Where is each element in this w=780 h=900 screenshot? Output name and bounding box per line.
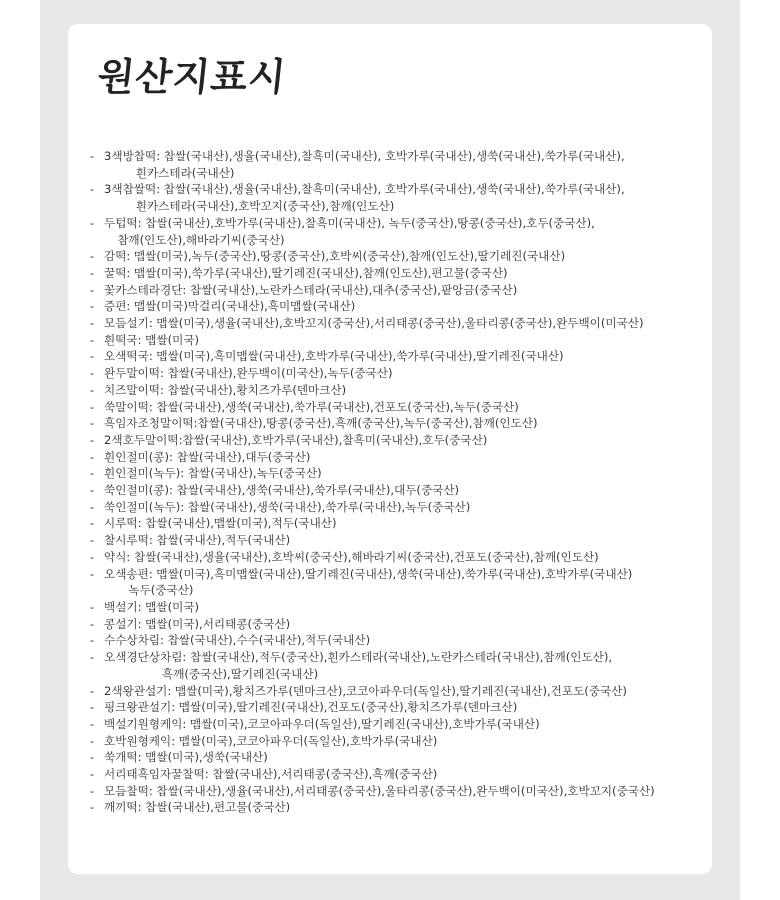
list-item (90, 348, 730, 365)
product-name: 흰인절미(콩) (104, 449, 170, 464)
bullet-dash: - (90, 750, 95, 765)
list-item (90, 482, 730, 499)
bullet-dash: - (90, 332, 95, 347)
separator: : (126, 249, 134, 264)
list-item (90, 599, 730, 616)
list-item (90, 365, 730, 382)
product-name: 오색떡국 (104, 349, 149, 364)
list-item (90, 749, 730, 766)
bullet-dash: - (90, 182, 95, 197)
ingredients-text: 찹쌀(국내산),녹두(중국산) (187, 466, 322, 481)
ingredients-text: 찹쌀(국내산),완두백이(미국산),녹두(중국산) (167, 366, 393, 381)
list-item (90, 632, 730, 649)
product-name: 오색경단상차림 (104, 650, 183, 665)
ingredients-continuation: 흰카스테라(국내산),호박꼬지(중국산),참깨(인도산) (135, 199, 395, 214)
list-item (90, 766, 730, 783)
bullet-dash: - (90, 466, 95, 481)
ingredients-text: 찹쌀(국내산),호박가루(국내산),찰흑미(국내산), 녹두(중국산),땅콩(중국산),호두(중국산), (145, 215, 595, 230)
ingredients-text: 맵쌀(미국),쑥가루(국내산),딸기레진(국내산),참깨(인도산),편고물(중국산) (134, 265, 508, 280)
ingredients-text: 맵쌀(미국),생율(국내산),호박꼬지(중국산),서리태콩(중국산),울타리콩(중국산),완두백이(미국산) (156, 316, 644, 331)
product-name: 깨끼떡 (104, 800, 138, 815)
product-name: 핑크왕관설기 (104, 700, 172, 715)
list-item (90, 332, 730, 349)
product-name: 증편 (104, 299, 127, 314)
ingredients-text: 맵쌀(미국),코코아파우더(독일산),호박가루(국내산) (178, 733, 438, 748)
ingredients-text: 찹쌀(국내산),황치즈가루(덴마크산) (167, 382, 347, 397)
bullet-dash: - (90, 282, 95, 297)
ingredients-text: 찹쌀(국내산),맵쌀(미국),적두(국내산) (145, 516, 337, 531)
origin-label-card (68, 24, 712, 874)
separator: : (182, 282, 190, 297)
bullet-dash: - (90, 215, 95, 230)
product-name: 흑임자조청말이떡 (104, 416, 194, 431)
list-item (90, 616, 730, 633)
ingredients-text: 찹쌀(국내산),호박가루(국내산),찰흑미(국내산),호두(중국산) (182, 432, 488, 447)
bullet-dash: - (90, 549, 95, 564)
list-item (90, 148, 730, 181)
ingredients-text: 맵쌀(미국),녹두(중국산),땅콩(중국산),호박씨(중국산),참깨(인도산),딸기레진(국내산) (134, 249, 566, 264)
ingredients-text: 찹쌀(국내산),적두(국내산) (156, 533, 291, 548)
ingredients-continuation: 흰카스테라(국내산) (135, 165, 235, 180)
product-name: 꽃카스테라경단 (104, 282, 183, 297)
ingredients-text: 찹쌀(국내산),대두(중국산) (176, 449, 311, 464)
list-item (90, 298, 730, 315)
product-name: 쑥인절미(녹두) (104, 499, 181, 514)
list-item (90, 699, 730, 716)
list-item (90, 248, 730, 265)
list-item (90, 465, 730, 482)
list-item (90, 265, 730, 282)
list-item (90, 315, 730, 332)
product-name: 수수상차림 (104, 633, 160, 648)
separator: : (156, 182, 164, 197)
ingredients-text: 찹쌀(국내산),생쑥(국내산),쑥가루(국내산),건포도(중국산),녹두(중국산) (156, 399, 519, 414)
bullet-dash: - (90, 299, 95, 314)
ingredients-text: 찹쌀(국내산),노란카스테라(국내산),대추(중국산),팥앙금(중국산) (190, 282, 518, 297)
bullet-dash: - (90, 683, 95, 698)
separator: : (137, 332, 146, 347)
separator: : (137, 616, 146, 631)
ingredients-text: 찹쌀(국내산),서리태콩(중국산),흑깨(중국산) (212, 767, 438, 782)
bullet-dash: - (90, 416, 95, 431)
ingredients-text: 찹쌀(국내산),생율(국내산),호박씨(중국산),해바라기씨(중국산),건포도(중국산),참깨(인도산) (134, 549, 599, 564)
product-name: 오색송편 (104, 566, 149, 581)
product-name: 쑥인절미(콩) (104, 483, 170, 498)
product-name: 2색호두말이떡 (104, 432, 179, 447)
separator: : (148, 566, 157, 581)
separator: : (148, 316, 157, 331)
bullet-dash: - (90, 516, 95, 531)
ingredients-text: 맵쌀(미국),서리태콩(중국산) (145, 616, 291, 631)
list-item (90, 215, 730, 248)
product-name: 시루떡 (104, 516, 138, 531)
ingredients-text: 찹쌀(국내산),생쑥(국내산),쑥가루(국내산),녹두(중국산) (187, 499, 471, 514)
separator: : (180, 466, 188, 481)
ingredients-text: 찹쌀(국내산),생율(국내산),찰흑미(국내산), 호박가루(국내산),생쑥(국내산),쑥가루(국내산), (163, 149, 625, 163)
list-item (90, 382, 730, 399)
product-name: 콩설기 (104, 616, 138, 631)
list-item (90, 683, 730, 700)
bullet-dash: - (90, 733, 95, 748)
product-name: 백설기 (104, 599, 138, 614)
ingredients-text: 찹쌀(국내산),생쑥(국내산),쑥가루(국내산),대두(중국산) (176, 483, 460, 498)
product-name: 모듬설기 (104, 316, 149, 331)
bullet-dash: - (90, 449, 95, 464)
product-name: 두텁떡 (104, 215, 138, 230)
ingredients-continuation: 흑깨(중국산),딸기레진(국내산) (162, 666, 319, 681)
separator: : (204, 767, 213, 782)
product-name: 모듬찰떡 (104, 783, 149, 798)
separator: : (148, 783, 157, 798)
separator: : (160, 366, 168, 381)
product-name: 찰시루떡 (104, 533, 149, 548)
bullet-dash: - (90, 533, 95, 548)
separator: : (178, 432, 183, 447)
list-item (90, 449, 730, 466)
list-item (90, 783, 730, 800)
product-name: 호박원형케익 (104, 733, 172, 748)
separator: : (156, 149, 164, 163)
separator: : (160, 382, 168, 397)
separator: : (193, 416, 198, 431)
ingredients-text: 찹쌀(국내산),생율(국내산),서리태콩(중국산),울타리콩(중국산),완두백이(미국산),호박꼬지(중국산) (156, 783, 655, 798)
bullet-dash: - (90, 716, 95, 731)
bullet-dash: - (90, 249, 95, 264)
bullet-dash: - (90, 382, 95, 397)
ingredients-text: 맵쌀(미국),황치즈가루(덴마크산),코코아파우더(독일산),딸기레진(국내산),건포도(중국산) (174, 683, 627, 698)
product-name: 서리태흑임자꿀찰떡 (104, 767, 205, 782)
separator: : (182, 650, 190, 665)
list-item (90, 799, 730, 816)
bullet-dash: - (90, 432, 95, 447)
bullet-dash: - (90, 399, 95, 414)
product-name: 감떡 (104, 249, 127, 264)
product-name: 치즈말이떡 (104, 382, 160, 397)
product-name: 3색방찹떡 (104, 149, 157, 163)
list-item (90, 649, 730, 682)
list-item (90, 432, 730, 449)
separator: : (137, 215, 146, 230)
bullet-dash: - (90, 483, 95, 498)
product-name: 흰떡국 (104, 332, 138, 347)
separator: : (160, 633, 168, 648)
product-name: 완두말이떡 (104, 366, 160, 381)
separator: : (148, 399, 157, 414)
separator: : (148, 349, 157, 364)
ingredients-continuation: 녹두(중국산) (128, 583, 194, 598)
product-name: 꿀떡 (104, 265, 127, 280)
ingredients-text: 맵쌀(미국) (145, 599, 200, 614)
bullet-dash: - (90, 566, 95, 581)
separator: : (137, 800, 146, 815)
bullet-dash: - (90, 800, 95, 815)
bullet-dash: - (90, 783, 95, 798)
product-name: 흰인절미(녹두) (104, 466, 181, 481)
separator: : (169, 449, 177, 464)
separator: : (171, 733, 179, 748)
list-item (90, 549, 730, 566)
ingredients-text: 맵쌀(미국),흑미맵쌀(국내산),딸기레진(국내산),생쑥(국내산),쑥가루(국내산),호박가루(국내산) (156, 566, 633, 581)
ingredients-text: 맵쌀(미국),코코아파우더(독일산),딸기레진(국내산),호박가루(국내산) (190, 716, 540, 731)
separator: : (126, 299, 134, 314)
page-title: 원산지표시 (95, 54, 289, 99)
list-item (90, 515, 730, 532)
ingredients-text: 찹쌀(국내산),땅콩(중국산),흑깨(중국산),녹두(중국산),참깨(인도산) (197, 416, 538, 431)
product-name: 약식 (104, 549, 127, 564)
list-item (90, 716, 730, 733)
bullet-dash: - (90, 265, 95, 280)
ingredients-continuation: 참깨(인도산),해바라기씨(중국산) (117, 232, 285, 247)
ingredients-text: 찹쌀(국내산),수수(국내산),적두(국내산) (167, 633, 371, 648)
separator: : (169, 483, 177, 498)
list-item (90, 181, 730, 214)
bullet-dash: - (90, 599, 95, 614)
ingredients-text: 찹쌀(국내산),적두(중국산),흰카스테라(국내산),노란카스테라(국내산),참깨(인도산), (190, 650, 613, 665)
product-name: 백설기원형케익 (104, 716, 183, 731)
product-name: 2색왕관설기 (104, 683, 168, 698)
ingredients-text: 찹쌀(국내산),편고물(중국산) (145, 800, 291, 815)
ingredients-text: 맵쌀(미국),흑미맵쌀(국내산),호박가루(국내산),쑥가루(국내산),딸기레진(국내산) (156, 349, 564, 364)
ingredients-text: 맵쌀(미국),딸기레진(국내산),건포도(중국산),황치즈가루(덴마크산) (178, 700, 518, 715)
list-item (90, 499, 730, 516)
bullet-dash: - (90, 366, 95, 381)
bullet-dash: - (90, 349, 95, 364)
separator: : (180, 499, 188, 514)
list-item (90, 566, 730, 599)
separator: : (171, 700, 179, 715)
separator: : (137, 516, 146, 531)
bullet-dash: - (90, 650, 95, 665)
ingredients-text: 맵쌀(미국),생쑥(국내산) (145, 750, 268, 765)
product-name: 3색찹쌀떡 (104, 182, 157, 197)
separator: : (148, 533, 157, 548)
separator: : (182, 716, 190, 731)
bullet-dash: - (90, 767, 95, 782)
ingredients-text: 맵쌀(미국) (145, 332, 200, 347)
list-item (90, 532, 730, 549)
bullet-dash: - (90, 316, 95, 331)
list-item (90, 733, 730, 750)
origin-list (90, 148, 730, 816)
bullet-dash: - (90, 616, 95, 631)
list-item (90, 282, 730, 299)
separator: : (167, 683, 175, 698)
separator: : (137, 750, 146, 765)
list-item (90, 415, 730, 432)
product-name: 쑥말이떡 (104, 399, 149, 414)
separator: : (126, 265, 134, 280)
ingredients-text: 맵쌀(미국)막걸리(국내산),흑미맵쌀(국내산) (134, 299, 356, 314)
list-item (90, 399, 730, 416)
bullet-dash: - (90, 149, 95, 163)
separator: : (126, 549, 134, 564)
ingredients-text: 찹쌀(국내산),생율(국내산),찰흑미(국내산), 호박가루(국내산),생쑥(국내산),쑥가루(국내산), (163, 182, 625, 197)
bullet-dash: - (90, 499, 95, 514)
product-name: 쑥개떡 (104, 750, 138, 765)
bullet-dash: - (90, 633, 95, 648)
bullet-dash: - (90, 700, 95, 715)
separator: : (137, 599, 146, 614)
